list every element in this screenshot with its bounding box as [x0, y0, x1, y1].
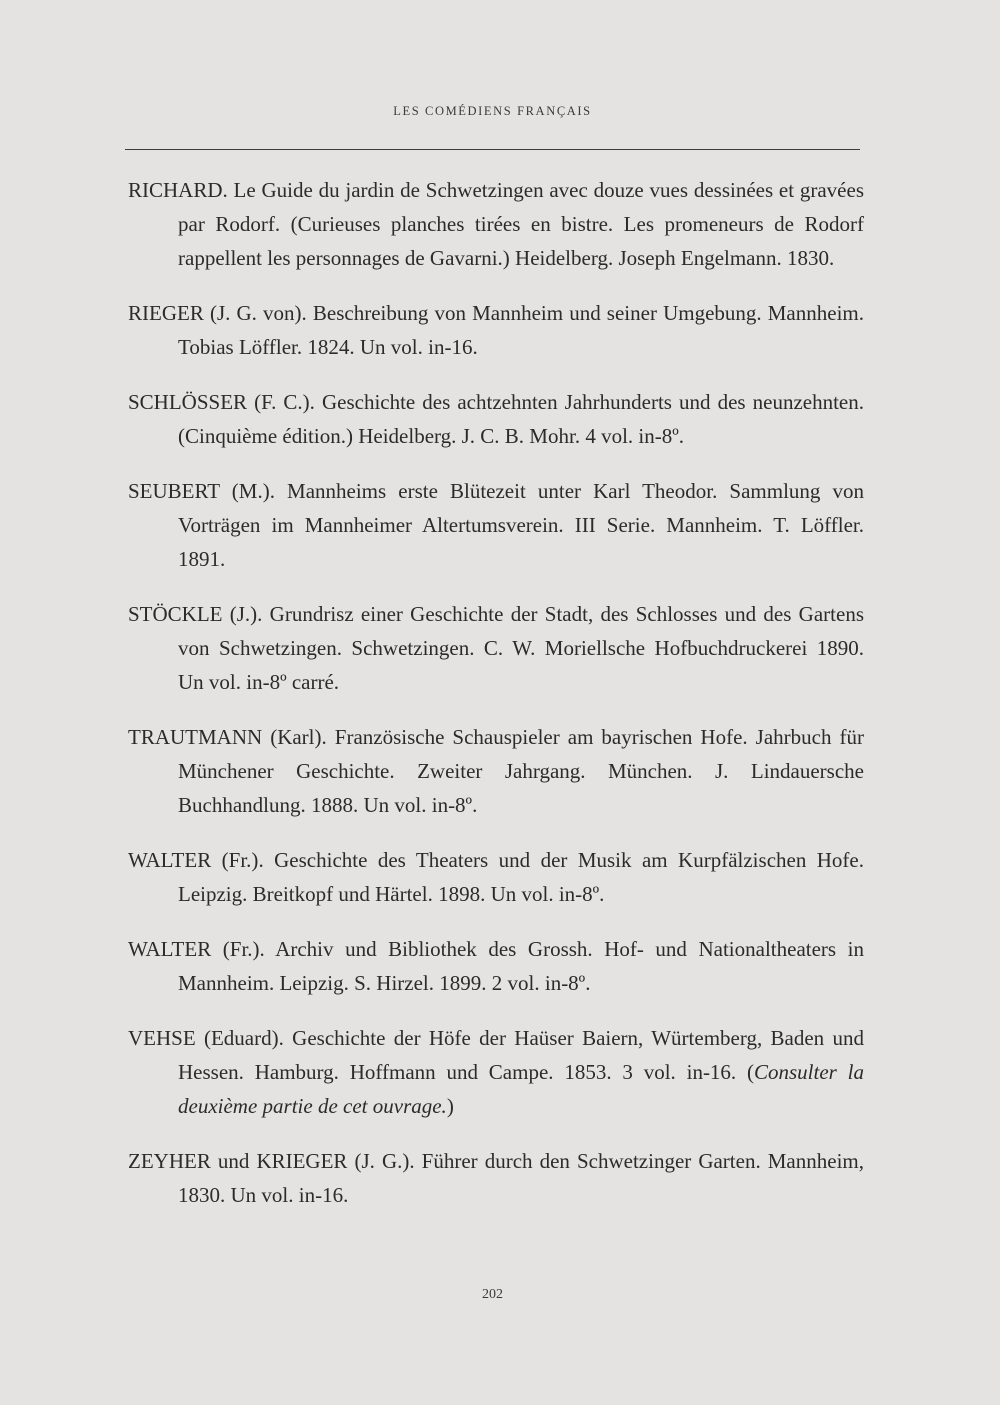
entry-qualifier: (F. C.)	[247, 390, 310, 414]
bibliography-entry	[128, 1021, 864, 1123]
bibliography-entry	[128, 1144, 864, 1212]
bibliography-entry	[128, 474, 864, 576]
entry-text: . Grundrisz einer Geschichte der Stadt, des Schlosses und des Gartens von Schwetzingen. Schwetzingen. C. W. Moriellsche Hofbuchdruckerei 1890. Un vol. in-8º carré.	[178, 602, 864, 694]
entry-author: STÖCKLE	[128, 602, 223, 626]
running-header: LES COMÉDIENS FRANÇAIS	[393, 104, 592, 118]
entry-author: SEUBERT	[128, 479, 220, 503]
entry-author: VEHSE	[128, 1026, 196, 1050]
entry-text: . Beschreibung von Mannheim und seiner Umgebung. Mannheim. Tobias Löffler. 1824. Un vol. in-16.	[178, 301, 864, 359]
entry-italic-note: Consulter la deuxième partie de cet ouvrage.	[178, 1060, 864, 1118]
entry-qualifier: (Fr.)	[211, 848, 259, 872]
entry-author: WALTER	[128, 848, 212, 872]
bibliography-entry	[128, 932, 864, 1000]
entry-author: RICHARD	[128, 178, 223, 202]
entry-text: . Französische Schauspieler am bayrischen Hofe. Jahrbuch für Münchener Geschichte. Zweiter Jahrgang. München. J. Lindauersche Buchhandlung. 1888. Un vol. in-8º.	[178, 725, 864, 817]
bibliography-entry	[128, 296, 864, 364]
entry-qualifier: (Fr.)	[211, 937, 260, 961]
bibliography-entry	[128, 843, 864, 911]
entry-qualifier: (Eduard)	[195, 1026, 279, 1050]
entry-qualifier: (M.)	[219, 479, 270, 503]
entry-text: . Archiv und Bibliothek des Grossh. Hof- und Nationaltheaters in Mannheim. Leipzig. S. Hirzel. 1899. 2 vol. in-8º.	[178, 937, 864, 995]
bibliography-list	[128, 173, 864, 1218]
entry-author: RIEGER	[128, 301, 204, 325]
entry-text-end: )	[446, 1094, 454, 1118]
entry-text: . Führer durch den Schwetzinger Garten. Mannheim, 1830. Un vol. in-16.	[178, 1149, 864, 1207]
entry-author: SCHLÖSSER	[128, 390, 248, 414]
entry-qualifier: (J. G. von)	[203, 301, 302, 325]
entry-text: . Le Guide du jardin de Schwetzingen avec douze vues dessinées et gravées par Rodorf. (Curieuses planches tirées en bistre. Les promeneurs de Rodorf rappellent les personnages de Gavarni.) Heidelberg. Joseph Engelmann. 1830.	[178, 178, 864, 270]
entry-author: ZEYHER	[128, 1149, 211, 1173]
entry-text: . Geschichte des Theaters und der Musik am Kurpfälzischen Hofe. Leipzig. Breitkopf und Härtel. 1898. Un vol. in-8º.	[178, 848, 865, 906]
entry-author: TRAUTMANN	[128, 725, 263, 749]
entry-qualifier: und KRIEGER (J. G.)	[210, 1149, 410, 1173]
entry-text: . Mannheims erste Blütezeit unter Karl Theodor. Sammlung von Vorträgen im Mannheimer Altertumsverein. III Serie. Mannheim. T. Löffler. 1891.	[178, 479, 864, 571]
bibliography-entry	[128, 597, 864, 699]
entry-text: . Geschichte der Höfe der Haüser Baiern, Würtemberg, Baden und Hessen. Hamburg. Hoffmann und Campe. 1853. 3 vol. in-16. (	[178, 1026, 864, 1084]
bibliography-entry	[128, 385, 864, 453]
entry-text: . Geschichte des achtzehnten Jahrhunderts und des neunzehnten. (Cinquième édition.) Heidelberg. J. C. B. Mohr. 4 vol. in-8º.	[178, 390, 864, 448]
page-number: 202	[482, 1287, 503, 1302]
bibliography-entry	[128, 173, 864, 275]
entry-author: WALTER	[128, 937, 212, 961]
entry-qualifier: (J.)	[222, 602, 258, 626]
bibliography-entry	[128, 720, 864, 822]
entry-qualifier: (Karl)	[262, 725, 322, 749]
header-rule	[125, 149, 860, 150]
